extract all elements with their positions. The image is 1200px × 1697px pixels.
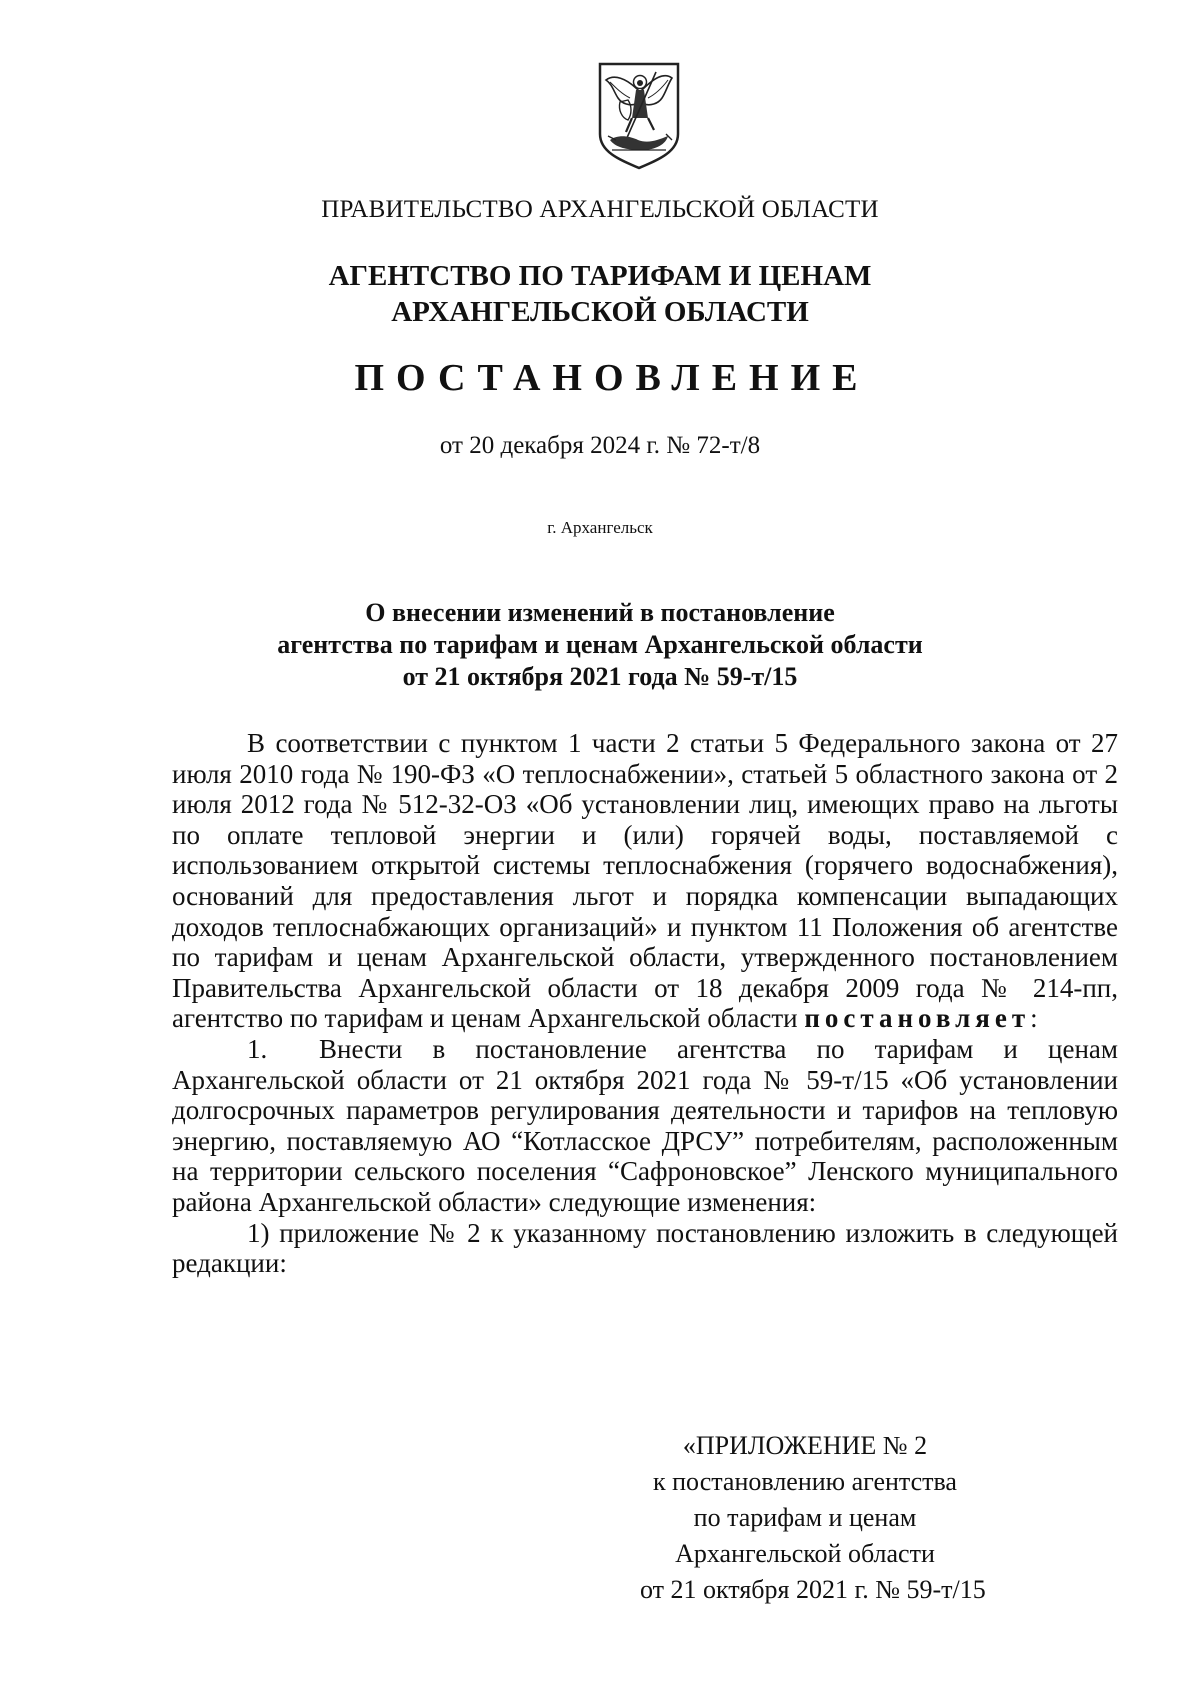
- resolves-colon: :: [1030, 1003, 1038, 1034]
- coat-of-arms-emblem-icon: [596, 60, 682, 170]
- resolves-word: постановляет: [804, 1003, 1031, 1034]
- government-name: ПРАВИТЕЛЬСТВО АРХАНГЕЛЬСКОЙ ОБЛАСТИ: [321, 196, 879, 223]
- decree-subject-line-3: от 21 октября 2021 года № 59-т/15: [402, 662, 798, 691]
- preamble-text: В соответствии с пунктом 1 части 2 статьи 5 Федерального закона от 27 июля 2010 года № 190-ФЗ «О теплоснабжении», статьей 5 областного закона от 2 июля 2012 года № 512-32-ОЗ «Об установлении лиц, имеющих право на льготы по оплате тепловой энергии и (или) горячей воды, поставляемой с использованием открытой системы теплоснабжения (горячего водоснабжения), оснований для предоставления льгот и порядка компенсации выпадающих доходов теплоснабжающих организаций» и пунктом 11 Положения об агентстве по тарифам и ценам Архангельской области, утвержденного постановлением Правительства Архангельской области от 18 декабря 2009 года № 214-пп, агентство по тарифам и ценам Архангельской области: [172, 728, 1118, 1034]
- agency-name-line-1: АГЕНТСТВО ПО ТАРИФАМ И ЦЕНАМ: [328, 260, 872, 292]
- decree-subject-line-1: О внесении изменений в постановление: [365, 598, 835, 627]
- annex-line-3: по тарифам и ценам: [693, 1503, 917, 1532]
- issue-city: г. Архангельск: [547, 518, 653, 537]
- agency-name-line-2: АРХАНГЕЛЬСКОЙ ОБЛАСТИ: [391, 296, 809, 328]
- subitem-1-paragraph: 1) приложение № 2 к указанному постановлению изложить в следующей редакции:: [172, 1217, 1118, 1279]
- item-1-number: 1.: [247, 1033, 268, 1064]
- annex-line-1: «ПРИЛОЖЕНИЕ № 2: [682, 1431, 928, 1460]
- item-1-text: Внести в постановление агентства по тарифам и ценам Архангельской области от 21 октября 2021 года № 59-т/15 «Об установлении долгосрочных параметров регулирования деятельности и тарифов на тепловую энергию, поставляемую АО “Котласское ДРСУ” потребителям, расположенным на территории сельского поселения “Сафроновское” Ленского муниципального района Архангельской области» следующие изменения:: [172, 1033, 1118, 1217]
- annex-line-5: от 21 октября 2021 г. № 59-т/15: [640, 1575, 986, 1604]
- item-1-paragraph: [172, 1034, 1118, 1218]
- decree-subject-line-2: агентства по тарифам и ценам Архангельской области: [277, 630, 923, 659]
- decree-date-number: от 20 декабря 2024 г. № 72-т/8: [439, 432, 761, 459]
- annex-heading: [640, 1428, 986, 1608]
- document-type-title: ПОСТАНОВЛЕНИЕ: [354, 357, 870, 399]
- decree-subject: [0, 597, 1200, 693]
- annex-line-2: к постановлению агентства: [653, 1467, 957, 1496]
- agency-name: [0, 258, 1200, 330]
- annex-line-4: Архангельской области: [675, 1539, 935, 1568]
- preamble-paragraph: [172, 728, 1118, 1034]
- decree-body: [172, 728, 1118, 1279]
